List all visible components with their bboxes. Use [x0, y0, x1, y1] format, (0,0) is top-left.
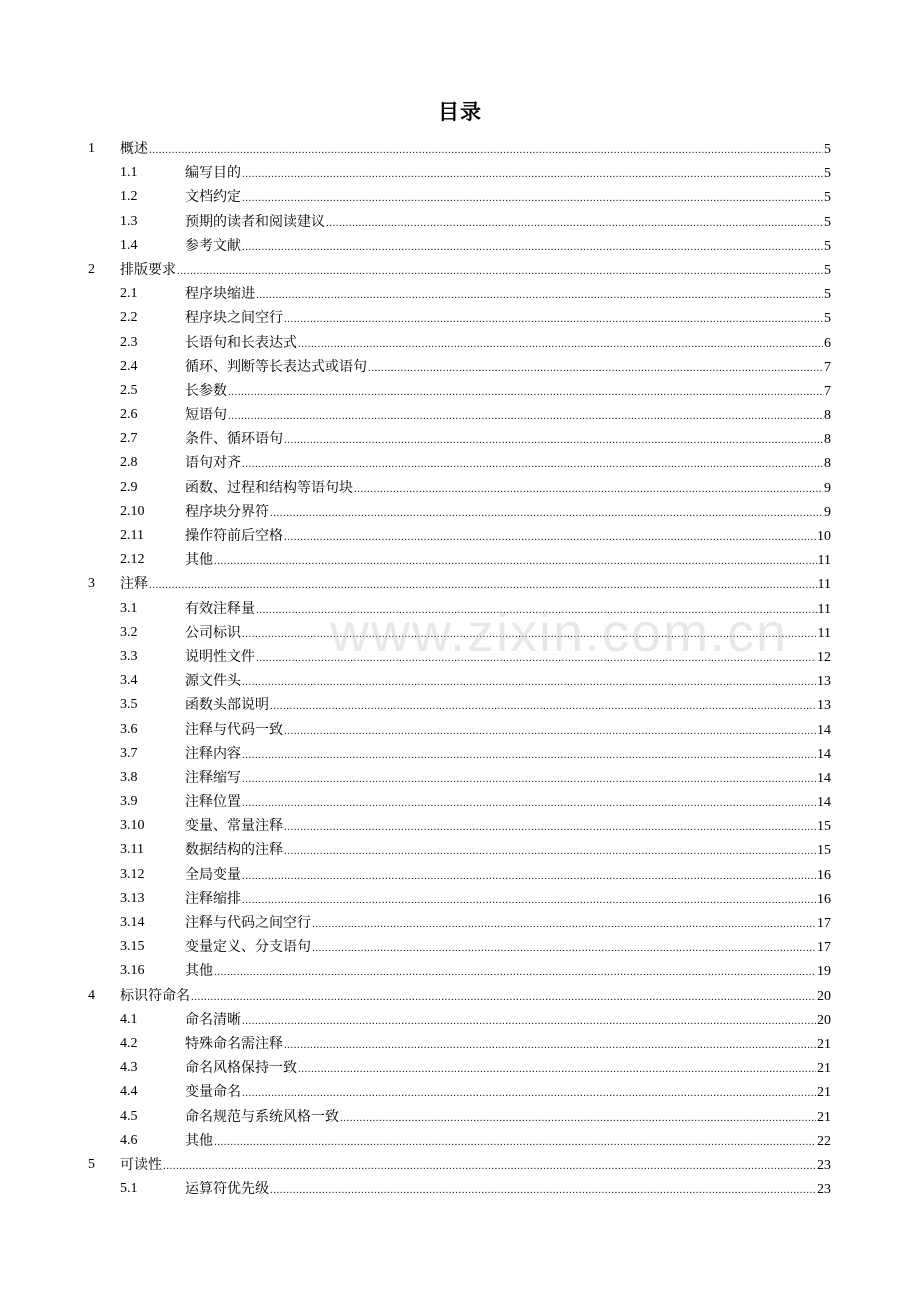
toc-subsection-entry[interactable]	[0, 185, 920, 209]
toc-entry-title: 注释位置	[185, 794, 241, 811]
dot-leader	[298, 1057, 816, 1081]
toc-subsection-entry[interactable]	[0, 355, 920, 379]
dot-leader	[284, 719, 816, 743]
toc-entry-number: 4.2	[120, 1035, 138, 1051]
toc-entry-number: 5	[88, 1156, 95, 1172]
dot-leader	[214, 960, 816, 984]
toc-subsection-entry[interactable]	[0, 669, 920, 693]
toc-entry-title: 注释缩排	[185, 890, 241, 907]
toc-subsection-entry[interactable]	[0, 161, 920, 185]
toc-entry-title: 命名风格保持一致	[185, 1060, 297, 1077]
dot-leader	[214, 549, 817, 573]
toc-entry-title: 特殊命名需注释	[185, 1035, 283, 1052]
dot-leader	[242, 622, 817, 646]
dot-leader	[256, 283, 823, 307]
toc-entry-title: 函数头部说明	[185, 697, 269, 714]
toc-entry-page-number: 15	[817, 843, 831, 859]
toc-subsection-entry[interactable]	[0, 597, 920, 621]
toc-entry-page-number: 9	[824, 480, 831, 496]
toc-entry-page-number: 5	[824, 287, 831, 303]
toc-entry-title: 概述	[120, 141, 148, 157]
toc-entry-number: 4.4	[120, 1084, 138, 1100]
toc-entry-title: 命名清晰	[185, 1011, 241, 1028]
toc-entry-page-number: 5	[824, 262, 831, 278]
dot-leader	[284, 839, 816, 863]
toc-entry-page-number: 5	[824, 214, 831, 230]
toc-entry-number: 2.10	[120, 503, 145, 519]
toc-entry-page-number: 21	[817, 1036, 831, 1052]
dot-leader	[242, 186, 823, 210]
dot-leader	[149, 573, 817, 597]
toc-entry-number: 3.2	[120, 624, 138, 640]
toc-section-entry[interactable]	[0, 258, 920, 282]
toc-entry-title: 操作符前后空格	[185, 528, 283, 544]
toc-entry-title: 运算符优先级	[185, 1181, 269, 1198]
toc-entry-title: 语句对齐	[185, 455, 241, 472]
toc-entry-title: 命名规范与系统风格一致	[185, 1108, 339, 1125]
toc-entry-title: 预期的读者和阅读建议	[185, 213, 325, 230]
toc-entry-title: 全局变量	[185, 866, 241, 883]
toc-entry-page-number: 6	[824, 335, 831, 351]
dot-leader	[242, 767, 816, 791]
toc-subsection-entry[interactable]	[0, 451, 920, 475]
toc-entry-number: 3.1	[120, 600, 138, 616]
toc-subsection-entry[interactable]	[0, 1032, 920, 1056]
dot-leader	[149, 138, 823, 162]
table-of-contents	[0, 137, 920, 1201]
toc-entry-number: 3.12	[120, 866, 145, 882]
dot-leader	[242, 1009, 816, 1033]
toc-entry-number: 2.3	[120, 334, 138, 350]
toc-entry-title: 编写目的	[185, 165, 241, 182]
toc-subsection-entry[interactable]	[0, 863, 920, 887]
toc-entry-page-number: 16	[817, 891, 831, 907]
toc-subsection-entry[interactable]	[0, 621, 920, 645]
toc-entry-page-number: 23	[817, 1157, 831, 1173]
toc-section-entry[interactable]	[0, 137, 920, 161]
dot-leader	[284, 1033, 816, 1057]
page-title: 目录	[438, 100, 482, 124]
toc-entry-title: 有效注释量	[185, 600, 255, 617]
dot-leader	[242, 791, 816, 815]
toc-entry-number: 1.1	[120, 165, 138, 181]
toc-entry-number: 2.8	[120, 455, 138, 471]
dot-leader	[228, 380, 823, 404]
toc-entry-number: 2.11	[120, 528, 144, 543]
toc-entry-number: 4	[88, 987, 95, 1003]
toc-entry-title: 注释与代码一致	[185, 721, 283, 738]
toc-entry-page-number: 5	[824, 190, 831, 206]
toc-entry-title: 变量命名	[185, 1084, 241, 1101]
dot-leader	[242, 235, 823, 259]
toc-subsection-entry[interactable]	[0, 693, 920, 717]
toc-subsection-entry[interactable]	[0, 331, 920, 355]
toc-entry-page-number: 5	[824, 142, 831, 157]
toc-entry-title: 注释缩写	[185, 769, 241, 786]
toc-entry-number: 3.8	[120, 769, 138, 785]
toc-entry-page-number: 7	[824, 359, 831, 375]
dot-leader	[163, 1154, 816, 1178]
toc-subsection-entry[interactable]	[0, 210, 920, 234]
toc-entry-title: 长参数	[185, 382, 227, 399]
toc-entry-number: 3.9	[120, 794, 138, 810]
toc-entry-page-number: 11	[817, 577, 831, 593]
toc-subsection-entry[interactable]	[0, 814, 920, 838]
dot-leader	[270, 1178, 816, 1202]
toc-entry-page-number: 21	[817, 1085, 831, 1101]
dot-leader	[256, 598, 817, 622]
toc-entry-number: 3.15	[120, 939, 145, 955]
toc-subsection-entry[interactable]	[0, 234, 920, 258]
toc-entry-title: 源文件头	[185, 673, 241, 690]
toc-entry-page-number: 8	[824, 408, 831, 424]
toc-entry-number: 1.4	[120, 237, 138, 253]
dot-leader	[284, 815, 816, 839]
dot-leader	[368, 356, 823, 380]
toc-entry-number: 3.16	[120, 963, 145, 979]
toc-subsection-entry[interactable]	[0, 935, 920, 959]
dot-leader	[312, 936, 816, 960]
toc-subsection-entry[interactable]	[0, 645, 920, 669]
toc-entry-number: 2.9	[120, 479, 138, 495]
toc-entry-number: 3.6	[120, 721, 138, 737]
toc-entry-page-number: 13	[817, 698, 831, 714]
dot-leader	[242, 452, 823, 476]
toc-entry-title: 公司标识	[185, 624, 241, 641]
toc-entry-title: 变量定义、分支语句	[185, 939, 311, 956]
toc-subsection-entry[interactable]	[0, 766, 920, 790]
toc-entry-title: 注释与代码之间空行	[185, 915, 311, 931]
toc-entry-page-number: 11	[817, 553, 831, 569]
toc-entry-number: 2.5	[120, 382, 138, 398]
toc-subsection-entry[interactable]	[0, 1056, 920, 1080]
toc-entry-page-number: 21	[817, 1061, 831, 1077]
toc-entry-number: 3.13	[120, 890, 145, 906]
dot-leader	[228, 404, 823, 428]
toc-entry-page-number: 5	[824, 166, 831, 182]
toc-entry-title: 注释内容	[185, 745, 241, 762]
dot-leader	[214, 1130, 816, 1154]
toc-entry-number: 2.7	[120, 431, 138, 447]
toc-entry-page-number: 16	[817, 867, 831, 883]
toc-entry-page-number: 7	[824, 383, 831, 399]
toc-entry-page-number: 20	[817, 988, 831, 1004]
toc-entry-title: 变量、常量注释	[185, 818, 283, 835]
toc-subsection-entry[interactable]	[0, 959, 920, 983]
toc-entry-page-number: 14	[817, 722, 831, 738]
toc-subsection-entry[interactable]	[0, 1129, 920, 1153]
toc-entry-title: 参考文献	[185, 237, 241, 254]
toc-entry-page-number: 5	[824, 311, 831, 327]
dot-leader	[242, 670, 816, 694]
toc-entry-page-number: 11	[817, 601, 831, 617]
toc-subsection-entry[interactable]	[0, 1008, 920, 1032]
toc-subsection-entry[interactable]	[0, 1105, 920, 1129]
toc-subsection-entry[interactable]	[0, 427, 920, 451]
toc-entry-title: 长语句和长表达式	[185, 334, 297, 351]
toc-entry-title: 说明性文件	[185, 648, 255, 665]
toc-subsection-entry[interactable]	[0, 403, 920, 427]
toc-subsection-entry[interactable]	[0, 476, 920, 500]
dot-leader	[326, 211, 823, 235]
dot-leader	[177, 259, 823, 283]
toc-entry-page-number: 14	[817, 795, 831, 811]
toc-entry-title: 数据结构的注释	[185, 842, 283, 859]
toc-entry-page-number: 5	[824, 238, 831, 254]
toc-entry-title: 条件、循环语句	[185, 431, 283, 448]
dot-leader	[242, 888, 816, 912]
toc-entry-number: 3.14	[120, 915, 145, 930]
toc-entry-number: 3.3	[120, 648, 138, 664]
toc-entry-title: 短语句	[185, 407, 227, 424]
toc-entry-number: 3.10	[120, 818, 145, 834]
toc-entry-page-number: 17	[817, 940, 831, 956]
dot-leader	[191, 985, 816, 1009]
toc-entry-number: 2.6	[120, 407, 138, 423]
toc-entry-number: 1.2	[120, 189, 138, 205]
toc-entry-number: 4.3	[120, 1060, 138, 1076]
toc-entry-number: 3	[88, 576, 95, 592]
toc-entry-number: 4.5	[120, 1108, 138, 1124]
toc-subsection-entry[interactable]	[0, 1080, 920, 1104]
toc-entry-title: 标识符命名	[120, 987, 190, 1004]
toc-entry-number: 2.4	[120, 358, 138, 374]
toc-subsection-entry[interactable]	[0, 887, 920, 911]
toc-entry-number: 3.4	[120, 673, 138, 689]
toc-entry-title: 其他	[185, 552, 213, 569]
toc-entry-title: 程序块之间空行	[185, 310, 283, 327]
toc-entry-number: 5.1	[120, 1181, 138, 1197]
toc-entry-title: 注释	[120, 576, 148, 593]
dot-leader	[284, 525, 816, 549]
toc-entry-page-number: 22	[817, 1133, 831, 1149]
dot-leader	[284, 307, 823, 331]
dot-leader	[270, 694, 816, 718]
toc-entry-title: 其他	[185, 963, 213, 980]
dot-leader	[242, 864, 816, 888]
toc-entry-number: 3.11	[120, 842, 144, 858]
toc-entry-page-number: 10	[817, 529, 831, 544]
toc-entry-page-number: 19	[817, 964, 831, 980]
toc-entry-title: 文档约定	[185, 189, 241, 206]
watermark: www.zixin.com.cn	[330, 603, 789, 663]
toc-entry-page-number: 14	[817, 770, 831, 786]
toc-entry-page-number: 8	[824, 432, 831, 448]
toc-entry-page-number: 9	[824, 504, 831, 520]
toc-entry-number: 3.5	[120, 697, 138, 713]
toc-section-entry[interactable]	[0, 572, 920, 596]
dot-leader	[312, 912, 816, 936]
toc-subsection-entry[interactable]	[0, 524, 920, 548]
toc-entry-page-number: 13	[817, 674, 831, 690]
toc-entry-number: 2.12	[120, 552, 145, 568]
toc-entry-number: 2.2	[120, 310, 138, 326]
toc-entry-number: 4.1	[120, 1011, 138, 1027]
toc-subsection-entry[interactable]	[0, 1177, 920, 1201]
toc-entry-number: 4.6	[120, 1132, 138, 1148]
toc-entry-page-number: 15	[817, 819, 831, 835]
dot-leader	[242, 162, 823, 186]
toc-section-entry[interactable]	[0, 984, 920, 1008]
dot-leader	[340, 1106, 816, 1130]
toc-entry-title: 函数、过程和结构等语句块	[185, 479, 353, 496]
toc-entry-title: 程序块缩进	[185, 286, 255, 303]
toc-entry-page-number: 17	[817, 916, 831, 931]
toc-subsection-entry[interactable]	[0, 282, 920, 306]
toc-subsection-entry[interactable]	[0, 379, 920, 403]
toc-subsection-entry[interactable]	[0, 548, 920, 572]
toc-entry-page-number: 20	[817, 1012, 831, 1028]
toc-subsection-entry[interactable]	[0, 742, 920, 766]
dot-leader	[256, 646, 816, 670]
toc-entry-title: 循环、判断等长表达式或语句	[185, 358, 367, 375]
toc-entry-page-number: 8	[824, 456, 831, 472]
toc-entry-title: 其他	[185, 1132, 213, 1149]
dot-leader	[354, 477, 823, 501]
toc-entry-page-number: 23	[817, 1182, 831, 1198]
toc-entry-page-number: 12	[817, 649, 831, 665]
toc-entry-page-number: 21	[817, 1109, 831, 1125]
dot-leader	[242, 743, 816, 767]
toc-subsection-entry[interactable]	[0, 838, 920, 862]
toc-section-entry[interactable]	[0, 1153, 920, 1177]
toc-subsection-entry[interactable]	[0, 306, 920, 330]
toc-entry-title: 排版要求	[120, 261, 176, 278]
toc-entry-number: 3.7	[120, 745, 138, 761]
toc-subsection-entry[interactable]	[0, 718, 920, 742]
toc-entry-number: 1	[88, 141, 95, 156]
toc-subsection-entry[interactable]	[0, 500, 920, 524]
dot-leader	[298, 332, 823, 356]
dot-leader	[284, 428, 823, 452]
toc-entry-title: 可读性	[120, 1156, 162, 1173]
toc-entry-number: 1.3	[120, 213, 138, 229]
dot-leader	[242, 1081, 816, 1105]
toc-subsection-entry[interactable]	[0, 790, 920, 814]
toc-subsection-entry[interactable]	[0, 911, 920, 935]
toc-entry-title: 程序块分界符	[185, 503, 269, 520]
toc-entry-number: 2.1	[120, 286, 138, 302]
toc-entry-page-number: 14	[817, 746, 831, 762]
toc-entry-page-number: 11	[817, 625, 831, 641]
dot-leader	[270, 501, 823, 525]
toc-entry-number: 2	[88, 261, 95, 277]
